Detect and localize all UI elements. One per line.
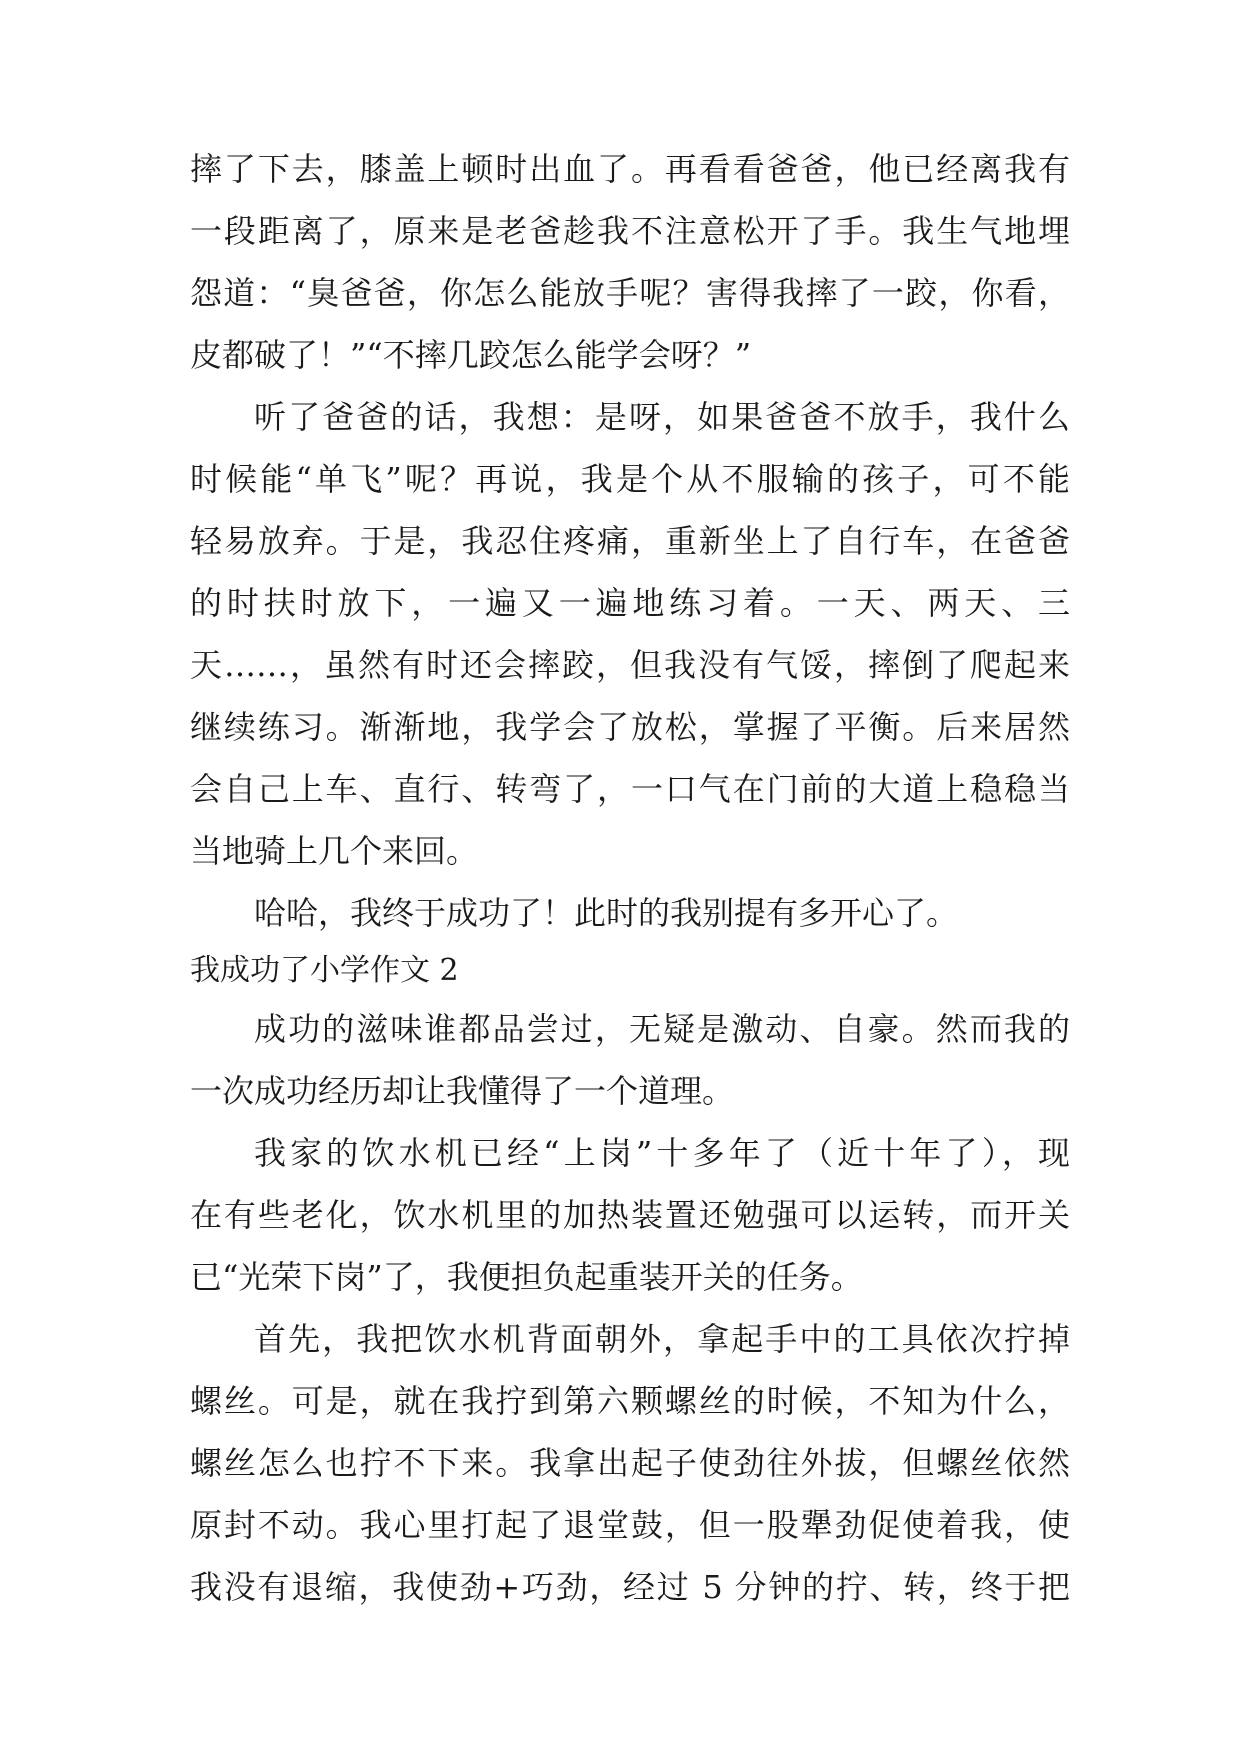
text-line: 时候能“单飞”呢？再说，我是个从不服输的孩子，可不能 bbox=[190, 460, 1070, 498]
text-line: 天……，虽然有时还会摔跤，但我没有气馁，摔倒了爬起来 bbox=[190, 646, 1070, 684]
text-line: 一次成功经历却让我懂得了一个道理。 bbox=[190, 1072, 735, 1110]
text-line: 原封不动。我心里打起了退堂鼓，但一股犟劲促使着我，使 bbox=[190, 1506, 1070, 1544]
paragraph-first-line: 听了爸爸的话，我想：是呀，如果爸爸不放手，我什么 bbox=[254, 398, 1070, 436]
section-heading: 我成功了小学作文 2 bbox=[190, 953, 459, 988]
text-line: 的时扶时放下，一遍又一遍地练习着。一天、两天、三 bbox=[190, 584, 1070, 622]
text-line: 在有些老化，饮水机里的加热装置还勉强可以运转，而开关 bbox=[190, 1196, 1070, 1234]
text-line: 轻易放弃。于是，我忍住疼痛，重新坐上了自行车，在爸爸 bbox=[190, 522, 1070, 560]
text-line: 螺丝怎么也拧不下来。我拿出起子使劲往外拔，但螺丝依然 bbox=[190, 1444, 1070, 1482]
paragraph-first-line: 首先，我把饮水机背面朝外，拿起手中的工具依次拧掉 bbox=[254, 1320, 1070, 1358]
text-line: 继续练习。渐渐地，我学会了放松，掌握了平衡。后来居然 bbox=[190, 708, 1070, 746]
text-line: 会自己上车、直行、转弯了，一口气在门前的大道上稳稳当 bbox=[190, 770, 1070, 808]
text-line: 已“光荣下岗”了，我便担负起重装开关的任务。 bbox=[190, 1258, 863, 1296]
paragraph-first-line: 我家的饮水机已经“上岗”十多年了（近十年了），现 bbox=[254, 1134, 1070, 1172]
paragraph-first-line: 成功的滋味谁都品尝过，无疑是激动、自豪。然而我的 bbox=[254, 1010, 1070, 1048]
text-line: 螺丝。可是，就在我拧到第六颗螺丝的时候，不知为什么， bbox=[190, 1382, 1070, 1420]
paragraph-first-line: 哈哈，我终于成功了！此时的我别提有多开心了。 bbox=[254, 894, 959, 932]
text-line: 皮都破了！”“不摔几跤怎么能学会呀？” bbox=[190, 336, 752, 374]
text-line: 怨道：“臭爸爸，你怎么能放手呢？害得我摔了一跤，你看， bbox=[190, 274, 1070, 312]
text-line: 我没有退缩，我使劲+巧劲，经过 5 分钟的拧、转，终于把 bbox=[190, 1568, 1070, 1606]
text-line: 当地骑上几个来回。 bbox=[190, 832, 479, 870]
text-line: 摔了下去，膝盖上顿时出血了。再看看爸爸，他已经离我有 bbox=[190, 150, 1070, 188]
text-line: 一段距离了，原来是老爸趁我不注意松开了手。我生气地埋 bbox=[190, 212, 1070, 250]
